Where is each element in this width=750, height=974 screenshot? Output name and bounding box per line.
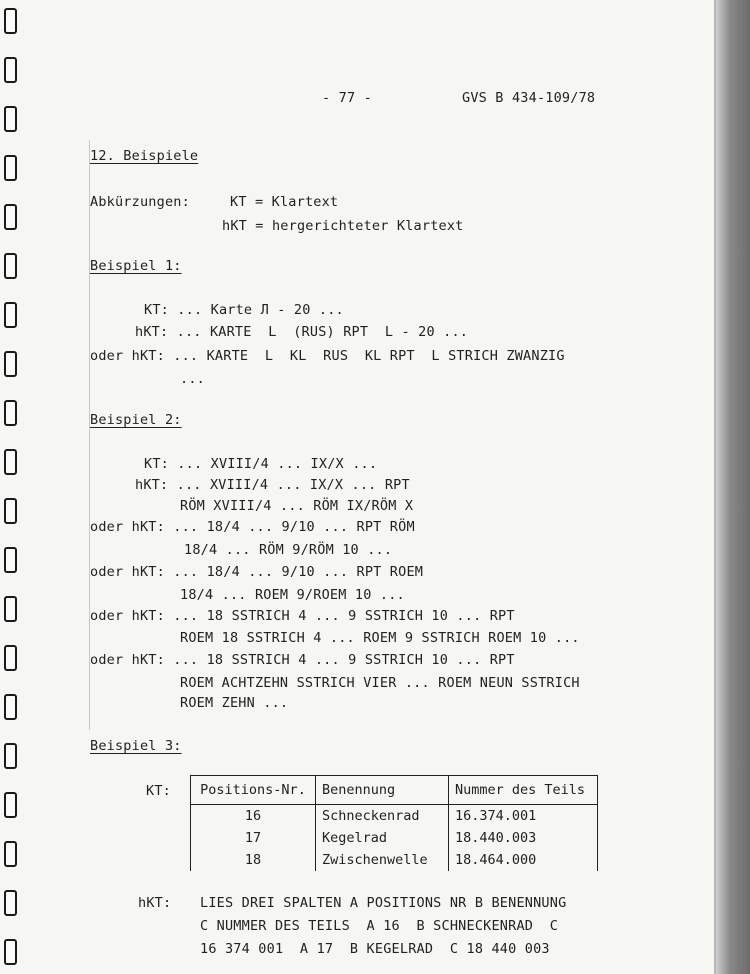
table-cell: Schneckenrad [316, 805, 449, 828]
example2-line: 18/4 ... RÖM 9/RÖM 10 ... [184, 542, 393, 558]
abbreviation-hkt: hKT = hergerichteter Klartext [222, 218, 464, 234]
parts-table [190, 775, 598, 871]
scan-edge [716, 0, 750, 974]
document-reference: GVS B 434-109/78 [462, 90, 596, 106]
binder-hole [4, 694, 17, 720]
table-cell: 16 [191, 805, 316, 828]
example1-title: Beispiel 1: [90, 258, 182, 274]
page-number: - 77 - [322, 90, 372, 106]
example2-line: ROEM ACHTZEHN SSTRICH VIER ... ROEM NEUN SSTRICH [180, 675, 580, 691]
example3-hkt-line: LIES DREI SPALTEN A POSITIONS NR B BENENNUNG [200, 895, 567, 911]
table-cell: 16.374.001 [449, 805, 598, 828]
scan-edge-line [714, 0, 716, 974]
binder-hole [4, 155, 17, 181]
example1-line: hKT: ... KARTE L (RUS) RPT L - 20 ... [135, 324, 469, 340]
binder-hole [4, 302, 17, 328]
example3-hkt-line: 16 374 001 A 17 B KEGELRAD C 18 440 003 [200, 941, 550, 957]
table-cell: 18.464.000 [449, 849, 598, 871]
example3-hkt-label: hKT: [138, 895, 172, 911]
binder-hole [4, 449, 17, 475]
binder-hole [4, 204, 17, 230]
binder-hole [4, 106, 17, 132]
example2-line: RÖM XVIII/4 ... RÖM IX/RÖM X [180, 498, 414, 514]
binder-hole [4, 57, 17, 83]
table-cell: Kegelrad [316, 827, 449, 849]
example2-line: oder hKT: ... 18/4 ... 9/10 ... RPT RÖM [90, 519, 415, 535]
example2-line: ROEM 18 SSTRICH 4 ... ROEM 9 SSTRICH ROEM 10 ... [180, 630, 580, 646]
margin-line [89, 140, 90, 730]
binder-hole [4, 645, 17, 671]
table-row [191, 805, 598, 828]
section-title: 12. Beispiele [90, 148, 199, 164]
example3-title: Beispiel 3: [90, 738, 182, 754]
table-cell: 18 [191, 849, 316, 871]
table-cell: 18.440.003 [449, 827, 598, 849]
binder-hole [4, 8, 17, 34]
table-cell: Zwischenwelle [316, 849, 449, 871]
table-cell: 17 [191, 827, 316, 849]
example2-line: oder hKT: ... 18/4 ... 9/10 ... RPT ROEM [90, 564, 424, 580]
example1-line: ... [180, 371, 205, 387]
abbreviation-kt: KT = Klartext [230, 194, 339, 210]
example2-line: oder hKT: ... 18 SSTRICH 4 ... 9 SSTRICH 10 ... RPT [90, 652, 515, 668]
example1-line: oder hKT: ... KARTE L KL RUS KL RPT L STRICH ZWANZIG [90, 348, 565, 364]
binder-hole [4, 596, 17, 622]
example3-hkt-line: C NUMMER DES TEILS A 16 B SCHNECKENRAD C [200, 918, 559, 934]
binder-hole [4, 890, 17, 916]
binder-hole [4, 792, 17, 818]
example3-kt-label: KT: [146, 783, 171, 799]
abbreviations-label: Abkürzungen: [90, 194, 190, 210]
example2-line: 18/4 ... ROEM 9/ROEM 10 ... [180, 587, 405, 603]
example2-line: hKT: ... XVIII/4 ... IX/X ... RPT [135, 477, 410, 493]
binder-hole [4, 498, 17, 524]
binder-hole [4, 939, 17, 965]
example2-line: KT: ... XVIII/4 ... IX/X ... [144, 456, 378, 472]
example1-line: KT: ... Karte Л - 20 ... [144, 302, 344, 318]
table-row [191, 827, 598, 849]
binder-hole [4, 400, 17, 426]
table-header-cell: Nummer des Teils [449, 776, 598, 805]
example2-line: oder hKT: ... 18 SSTRICH 4 ... 9 SSTRICH 10 ... RPT [90, 608, 515, 624]
example2-line: ROEM ZEHN ... [180, 695, 289, 711]
binder-hole [4, 743, 17, 769]
table-header-row [191, 776, 598, 805]
binder-hole [4, 253, 17, 279]
binder-hole [4, 351, 17, 377]
binder-hole [4, 547, 17, 573]
example2-title: Beispiel 2: [90, 412, 182, 428]
table-header-cell: Benennung [316, 776, 449, 805]
binder-hole [4, 841, 17, 867]
table-row [191, 849, 598, 871]
table-header-cell: Positions-Nr. [191, 776, 316, 805]
